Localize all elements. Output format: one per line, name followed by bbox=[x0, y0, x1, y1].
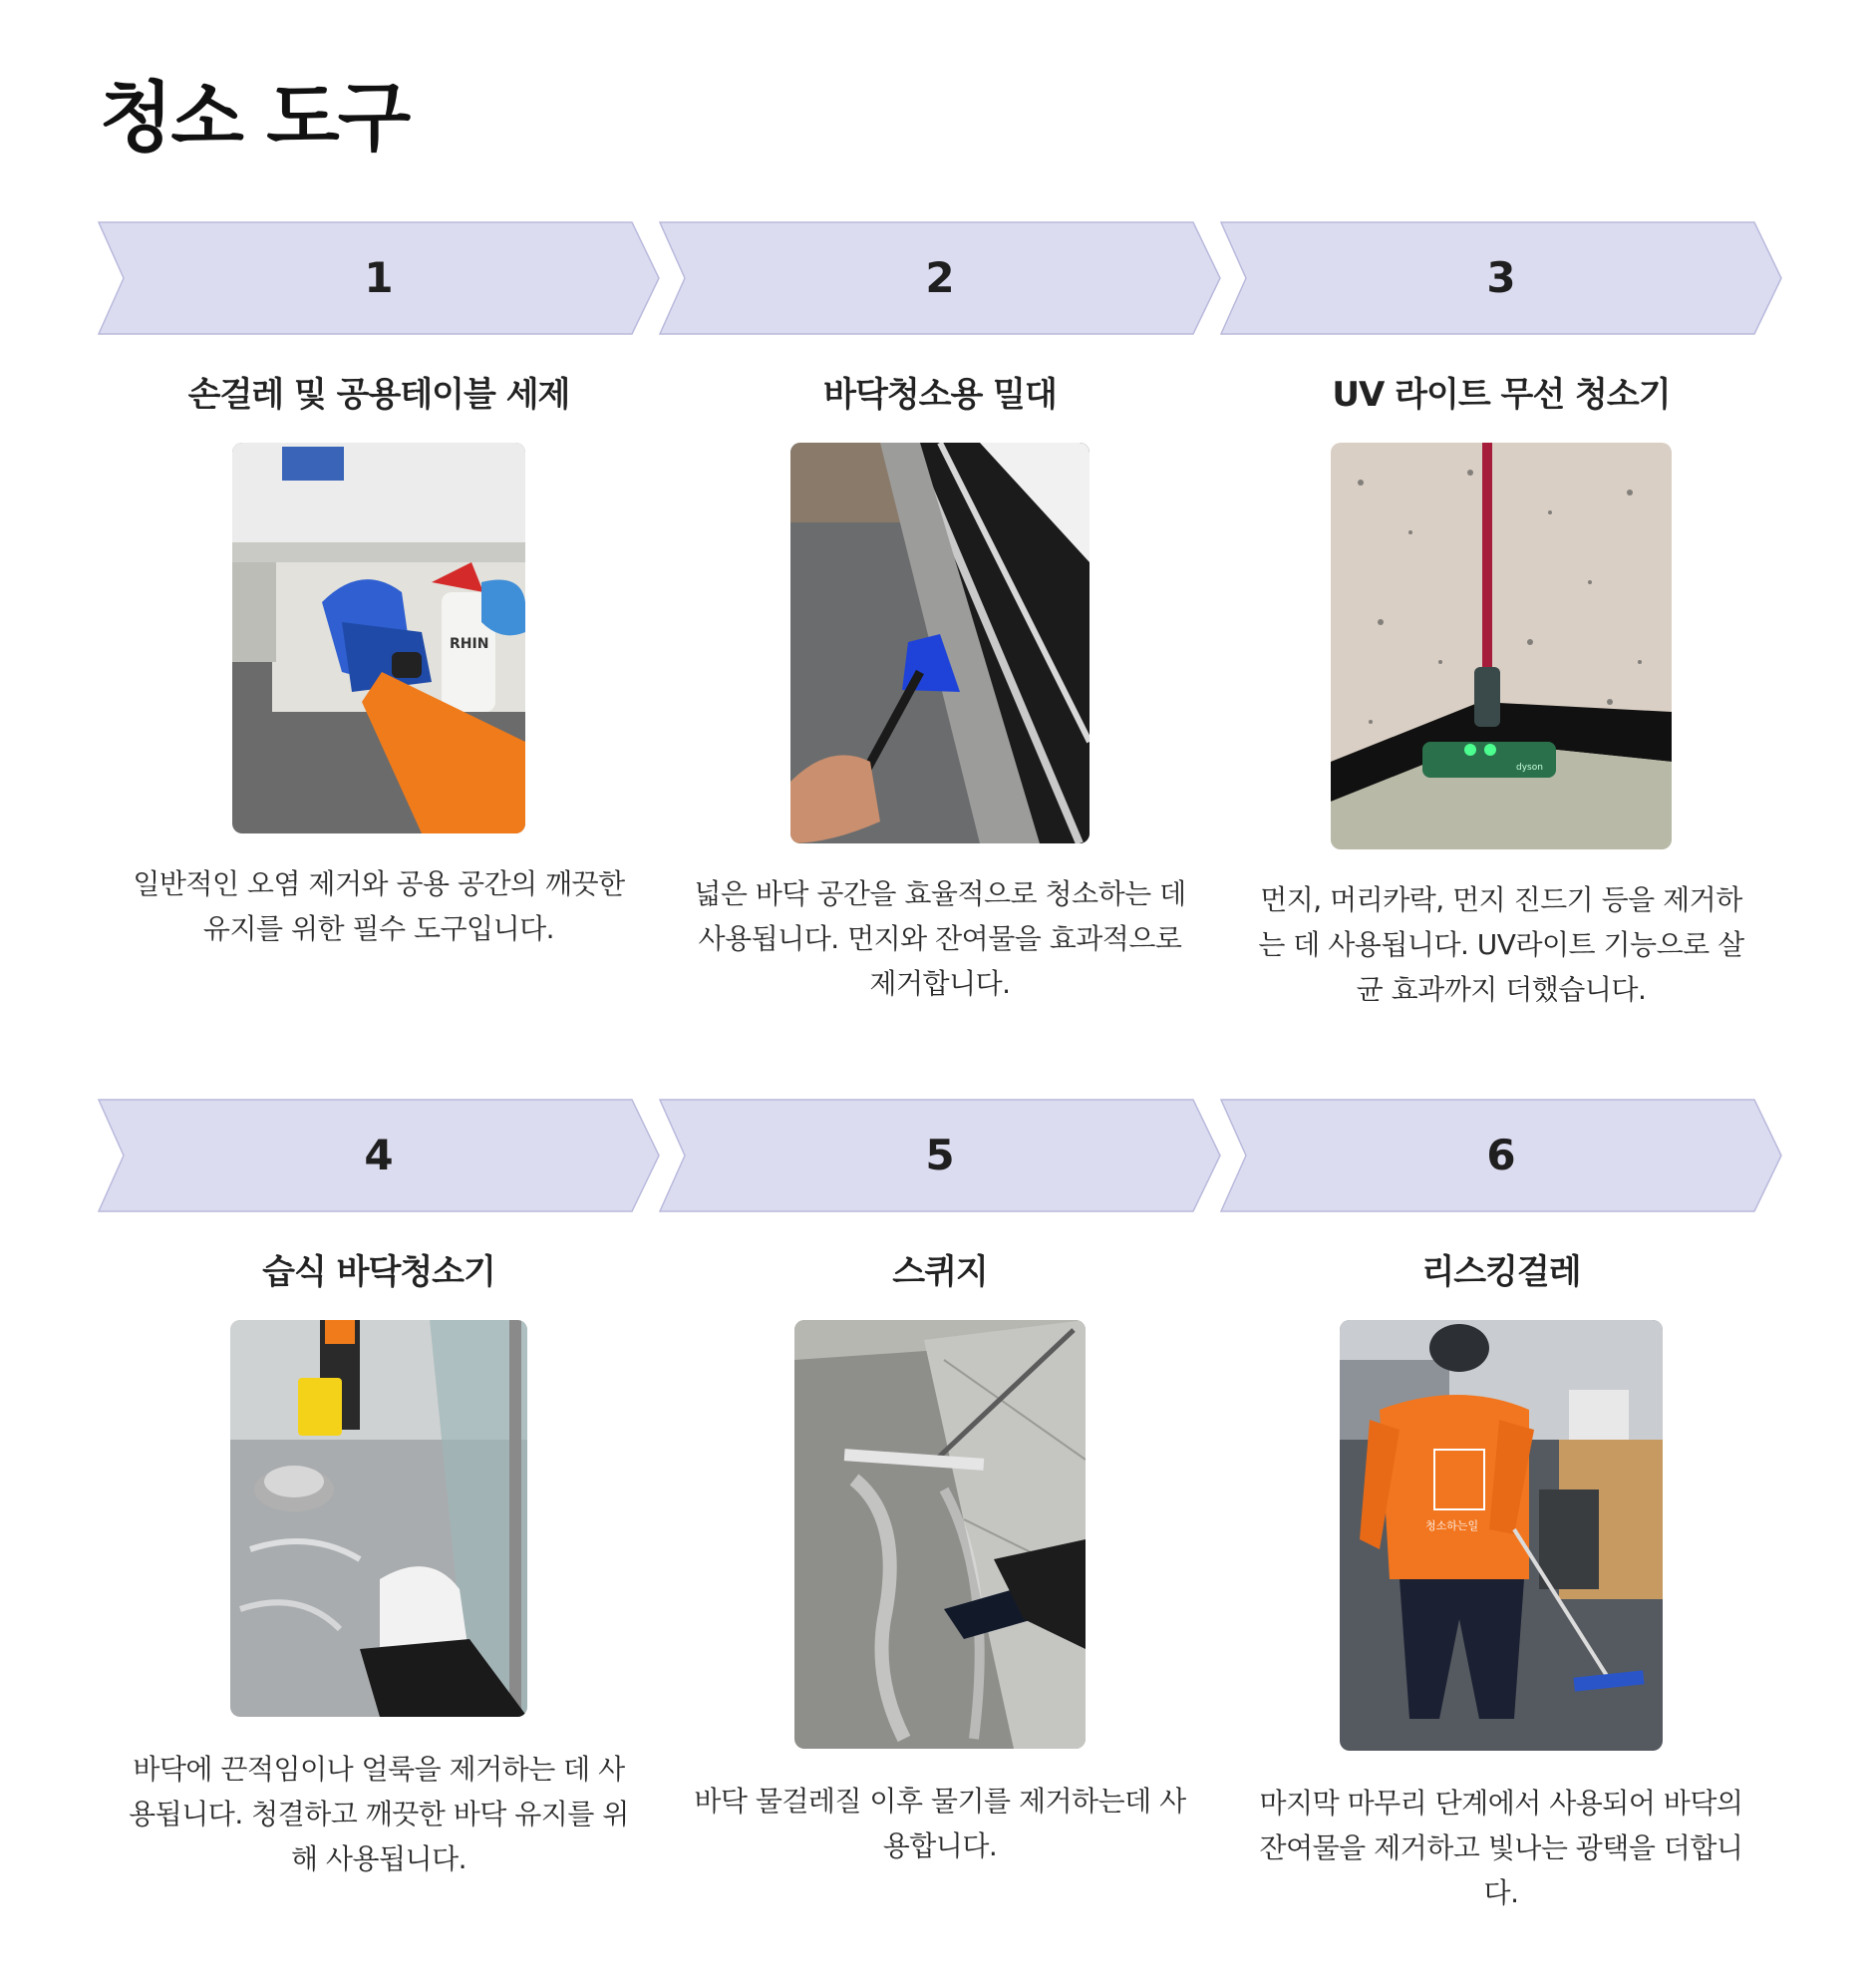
tool-card-6 bbox=[1220, 1212, 1782, 1915]
tool-photo-uv-vacuum bbox=[1331, 443, 1672, 849]
bottle-label: RHIN bbox=[450, 636, 489, 653]
tool-description: 먼지, 머리카락, 먼지 진드기 등을 제거하는 데 사용됩니다. UV라이트 기능으로 살균 효과까지 더했습니다. bbox=[1258, 883, 1744, 1007]
tool-description: 마지막 마무리 단계에서 사용되어 바닥의 잔여물을 제거하고 빛나는 광택을 더합니다. bbox=[1259, 1787, 1743, 1910]
brand-label: dyson bbox=[1516, 763, 1543, 774]
step-number: 1 bbox=[364, 253, 394, 302]
tool-title: UV 라이트 무선 청소기 bbox=[1332, 375, 1671, 415]
tool-description: 바닥에 끈적임이나 얼룩을 제거하는 데 사용됩니다. 청결하고 깨끗한 바닥 유지를 위해 사용됩니다. bbox=[129, 1753, 629, 1876]
tool-photo-cloth-cleaner bbox=[232, 443, 525, 833]
tool-photo-floor-mop bbox=[790, 443, 1090, 843]
tool-card-4 bbox=[98, 1212, 660, 1881]
tool-title: 리스킹걸레 bbox=[1421, 1252, 1581, 1292]
tool-photo-finishing-mop bbox=[1340, 1320, 1663, 1751]
step-chevron-strip bbox=[98, 1099, 1782, 1212]
shirt-logo: 청소하는일 bbox=[1425, 1519, 1479, 1533]
tool-title: 습식 바닥청소기 bbox=[262, 1252, 495, 1292]
tool-card-1 bbox=[98, 335, 660, 951]
step-chevron-6 bbox=[1220, 1099, 1782, 1212]
tool-card-3 bbox=[1220, 335, 1782, 1012]
step-chevron-1 bbox=[98, 221, 660, 335]
tools-row-2 bbox=[98, 1099, 1782, 1910]
step-chevron-2 bbox=[659, 221, 1221, 335]
step-number: 4 bbox=[364, 1131, 394, 1179]
tool-photo-squeegee bbox=[794, 1320, 1086, 1749]
step-number: 5 bbox=[925, 1131, 955, 1179]
tool-description: 바닥 물걸레질 이후 물기를 제거하는데 사용합니다. bbox=[694, 1785, 1186, 1863]
step-chevron-3 bbox=[1220, 221, 1782, 335]
step-chevron-strip bbox=[98, 221, 1782, 335]
page-title: 청소 도구 bbox=[100, 73, 410, 162]
step-chevron-5 bbox=[659, 1099, 1221, 1212]
tool-photo-floor-scrubber bbox=[230, 1320, 527, 1717]
tool-title: 스퀴지 bbox=[892, 1252, 988, 1292]
step-number: 2 bbox=[925, 253, 955, 302]
tools-row-1 bbox=[98, 221, 1782, 1007]
step-chevron-4 bbox=[98, 1099, 660, 1212]
step-number: 3 bbox=[1486, 253, 1516, 302]
tool-card-2 bbox=[659, 335, 1221, 1006]
tool-card-5 bbox=[659, 1212, 1221, 1868]
tool-title: 바닥청소용 밀대 bbox=[823, 375, 1057, 415]
step-number: 6 bbox=[1486, 1131, 1516, 1179]
tool-title: 손걸레 및 공용테이블 세제 bbox=[187, 375, 570, 415]
tool-description: 넓은 바닥 공간을 효율적으로 청소하는 데 사용됩니다. 먼지와 잔여물을 효과적으로 제거합니다. bbox=[694, 877, 1186, 1001]
tool-description: 일반적인 오염 제거와 공용 공간의 깨끗한 유지를 위한 필수 도구입니다. bbox=[133, 867, 625, 946]
